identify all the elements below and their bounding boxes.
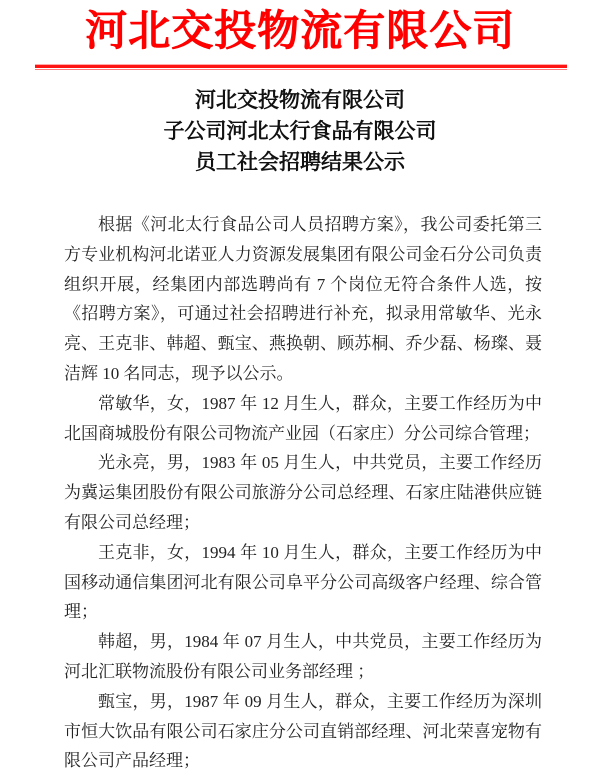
- document-body: [64, 210, 542, 776]
- document-title-line2: 子公司河北太行食品有限公司: [163, 119, 437, 143]
- paragraph-candidate-zhenbao: 甄宝，男，1987 年 09 月生人，群众，主要工作经历为深圳市恒大饮品有限公司石家庄分公司直销部经理、河北荣喜宠物有限公司产品经理；: [64, 691, 542, 771]
- divider-thin-line: [35, 69, 567, 70]
- paragraph-candidate-wangkefei: 王克非，女，1994 年 10 月生人，群众，主要工作经历为中国移动通信集团河北有限公司阜平分公司高级客户经理、综合管理；: [64, 542, 542, 622]
- paragraph-candidate-changminhua: 常敏华，女，1987 年 12 月生人，群众，主要工作经历为中北国商城股份有限公司物流产业园（石家庄）分公司综合管理；: [64, 393, 542, 443]
- document-title-line1: 河北交投物流有限公司: [195, 88, 405, 112]
- document-title-line3: 员工社会招聘结果公示: [195, 150, 405, 174]
- document-title: [0, 85, 600, 178]
- letterhead-company-name: 河北交投物流有限公司: [84, 9, 515, 55]
- letterhead: [0, 0, 600, 70]
- paragraph-intro: 根据《河北太行食品公司人员招聘方案》，我公司委托第三方专业机构河北诺亚人力资源发展集团有限公司金石分公司负责组织开展，经集团内部选聘尚有 7 个岗位无符合条件人选，按《招聘方案》，可通过社会招聘进行补充，拟录用常敏华、光永亮、王克非、韩超、甄宝、燕换朝、顾苏桐、乔少磊、杨璨、聂洁辉 10 名同志，现予以公示。: [64, 215, 542, 383]
- paragraph-candidate-guangyongliang: 光永亮，男，1983 年 05 月生人，中共党员，主要工作经历为冀运集团股份有限公司旅游分公司总经理、石家庄陆港供应链有限公司总经理；: [64, 453, 542, 532]
- divider-thick-line: [35, 64, 567, 68]
- paragraph-candidate-hanchao: 韩超，男，1984 年 07 月生人，中共党员，主要工作经历为河北汇联物流股份有限公司业务部经理 ；: [64, 632, 542, 681]
- letterhead-divider: [35, 64, 567, 70]
